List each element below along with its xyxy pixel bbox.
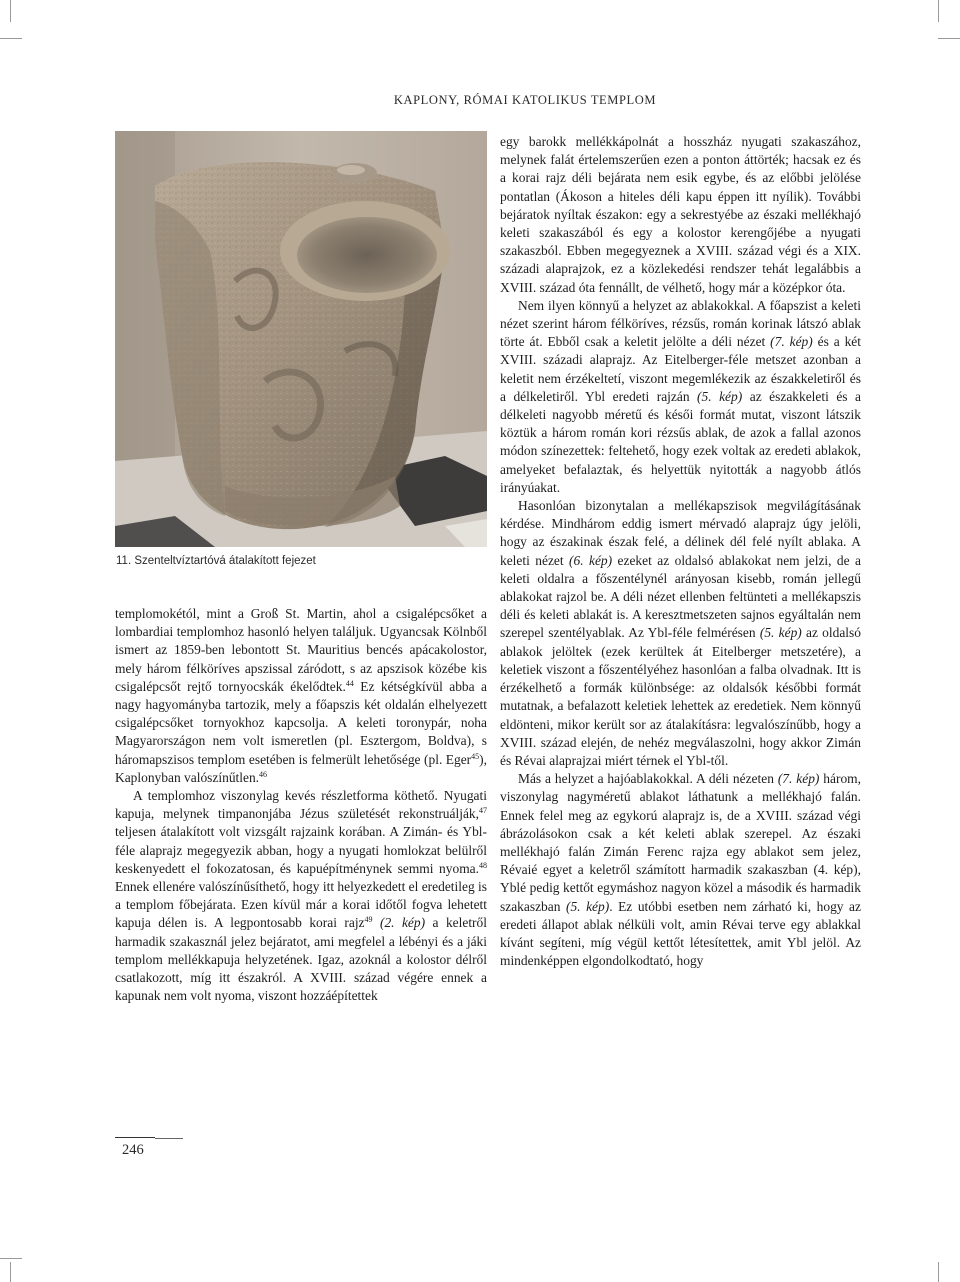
crop-mark <box>10 0 11 22</box>
text-run: Más a helyzet a hajóablakokkal. A déli nézeten <box>518 771 778 787</box>
footnote-ref: 45 <box>471 751 480 761</box>
paragraph <box>115 605 487 787</box>
stone-capital-font-photo <box>115 131 487 547</box>
figure-ref: (7. kép) <box>777 771 820 787</box>
figure-ref: (5. kép) <box>759 625 802 641</box>
paragraph <box>500 297 861 497</box>
crop-mark <box>938 38 960 39</box>
footnote-ref: 46 <box>259 769 268 779</box>
right-column <box>500 133 861 970</box>
paragraph <box>500 770 861 970</box>
figure-ref: (5. kép) <box>697 388 743 404</box>
text-run: három, viszonylag nagyméretű ablakot láthatunk a mellékhajó falán. Ennek felel meg az egykorú alaprajz is, de a XVIII. század végi ábrázolásokon csak a két keleti ablak szerepel. Az északi mellékhajó falán Zimán Ferenc rajza egy ablakot sem jelez, Révaié egyet a keletről számított harmadik szakaszban (4. kép), Yblé pedig kettőt egymáshoz nagyon közel a második és harmadik szakaszban <box>500 771 861 914</box>
crop-mark <box>0 1258 22 1259</box>
figure-photo <box>115 131 487 547</box>
text-run: Hasonlóan bizonytalan a mellékapszisok megvilágításának kérdése. Mindhárom eddig ismert mérvadó alaprajz úgy jelöli, hogy az északinak észak felé, a délinek dél felé nyílt ablaka. A keleti nézet <box>500 498 861 568</box>
text-run: Nem ilyen könnyű a helyzet az ablakokkal. A főapszist a keleti nézet szerint három félköríves, rézsűs, román korinak látszó ablak törte át. Ebből csak a keletit jelölte a déli nézet <box>500 297 861 350</box>
figure-caption: 11. Szenteltvíztartóvá átalakított fejezet <box>116 555 316 567</box>
paragraph: egy barokk mellékkápolnát a hosszház nyugati szakaszához, melynek falát értelemszerűen ezen a ponton áttörték; hacsak ez és a korai rajz déli bejárata nem esik egybe, és az előbbi jelölése pontatlan (Ákoson a hiteles déli kapu éppen itt nyílik). További bejáratok nyíltak északon: egy a sekrestyébe az északi mellékhajó keleti szakaszából és egy a kolostor kerengőjébe a nyugati szakaszból. Ebben megegyeznek a XVIII. század végi és a XIX. századi alaprajzok, ez a közlekedési rendszer tehát legalábbis a XVIII. század óta fennállt, de vélhető, hogy már a középkor óta. <box>500 134 861 295</box>
text-run: templomokétól, mint a Groß St. Martin, ahol a csigalépcsőket a lombardiai templomhoz hasonló helyen találjuk. Ugyancsak Kölnből ismert az 1859-ben lebontott St. Mauritius bencés apácakolostor, mely három félköríves apszissal záródott, s az apszisok közébe kis csigalépcsőt rejtő tornyocskák ékelődtek. <box>115 606 487 694</box>
crop-mark <box>938 1262 939 1282</box>
text-run: Ez kétségkívül abba a nagy hagyományba tartozik, mely a főapszis két oldalán elhelyezett csigalépcsőket tornyokhoz kapcsolja. A keleti toronypár, noha Magyarországon nem volt ismeretlen (pl. Esztergom, Boldva), s háromapszisos templom esetében is felmerült lehetősége (pl. Eger <box>115 678 487 767</box>
paragraph <box>500 497 861 770</box>
figure-ref: (7. kép) <box>770 334 813 350</box>
figure-ref: (5. kép) <box>565 898 610 914</box>
figure-ref: (2. kép) <box>379 915 426 931</box>
text-run: ), Kaplonyban valószínűtlen. <box>115 751 487 785</box>
text-run: a keletről harmadik szakasznál jelez bejáratot, ami megfelel a lébényi és a jáki templom mellékkapuja helyzetének. Igaz, azoknál a kolostor délről csatlakozott, míg itt északról. A XVIII. század végére ennek a kapunak nem volt nyoma, viszont hozzáépítettek <box>115 915 487 1004</box>
footnote-ref: 47 <box>479 806 487 816</box>
footnote-ref: 48 <box>479 860 487 870</box>
footnote-ref: 44 <box>345 678 354 688</box>
footer-rule <box>115 1137 155 1138</box>
crop-mark <box>938 0 939 22</box>
footnote-ref: 49 <box>364 915 373 925</box>
text-run: és a két XVIII. századi alaprajz. Az Eitelberger-féle metszet azonban a keletit nem érzékeltetí, viszont megemlékezik az északkeletiről és a délkeletiről. Ybl eredeti rajzán <box>500 334 861 404</box>
paragraph <box>115 787 487 1005</box>
text-run: ezeket az oldalsó ablakokat nem jelzi, de a keleti oldalra a főszentélynél arányosan kisebb, román jellegű ablakokat rajzol be. A déli nézet ellenben feltünteti a mellékapszis déli és keleti ablakát is. A keresztmetszeten sajnos egyáltalán nem szerepel szentélyablak. Az Ybl-féle felmérésen <box>500 552 861 641</box>
page-number: 246 <box>122 1142 144 1158</box>
text-run: az oldalsó ablakok jelöltek (ezek kerültek át Eitelberger metszetére), a keletiek viszont a főszentélyéhez hasonlóan a falba olvadnak. Itt is érzékelhető a formák különbsége: az oldalsók későbbi formát mutatnak, a befalazott keletiek lehettek az eredetiek. Nem könnyű eldönteni, mikor került sor az átalakításra: legvalószínűbb, hogy a XVIII. század elején, de nehéz megválaszolni, hogy akkor Zimán és Révai alaprajzai miért térnek el Ybl-től. <box>500 625 861 768</box>
text-run: . Ez utóbbi esetben nem zárható ki, hogy az eredeti állapot ablak nélküli volt, amin Révai terve egy ablakkal kívánt segíteni, míg végül kettőt létesítettek, amit Ybl jelöl. Az mindenképpen elgondolkodtató, hogy <box>500 898 861 969</box>
footer-rule <box>155 1138 183 1139</box>
text-run: A templomhoz viszonylag kevés részletforma köthető. Nyugati kapuja, melynek timpanonjába Jézus születését rekonstruálják, <box>115 788 487 822</box>
figure-ref: (6. kép) <box>569 552 613 568</box>
text-run: teljesen átalakított volt vizsgált rajzaink korában. A Zimán- és Ybl-féle alaprajz megegyezik abban, hogy a nyugati homlokzat belülről keskenyedett el fokozatosan, és kapuépítménynek semmi nyoma. <box>115 824 487 876</box>
text-run: az északkeleti és a délkeleti nagyobb méretű és késői formát mutat, viszont látszik köztük a három román kori rézsűs ablak, de azok a fallal azonos módon színezettek: feltehető, hogy ezek voltak az eredeti ablakok, amelyeket befalaztak, és helyettük nyitották a nagyobb átlós irányúakat. <box>500 388 862 495</box>
left-column <box>115 605 487 1005</box>
text-run: Ennek ellenére valószínűsíthető, hogy itt helyezkedett el eredetileg is a templom főbejárata. Ezen kívül már a korai időtől fogva lehetett kapuja délen is. A legpontosabb korai rajz <box>115 879 488 931</box>
crop-mark <box>10 1262 11 1282</box>
crop-mark <box>0 38 22 39</box>
running-head: KAPLONY, RÓMAI KATOLIKUS TEMPLOM <box>393 93 657 107</box>
